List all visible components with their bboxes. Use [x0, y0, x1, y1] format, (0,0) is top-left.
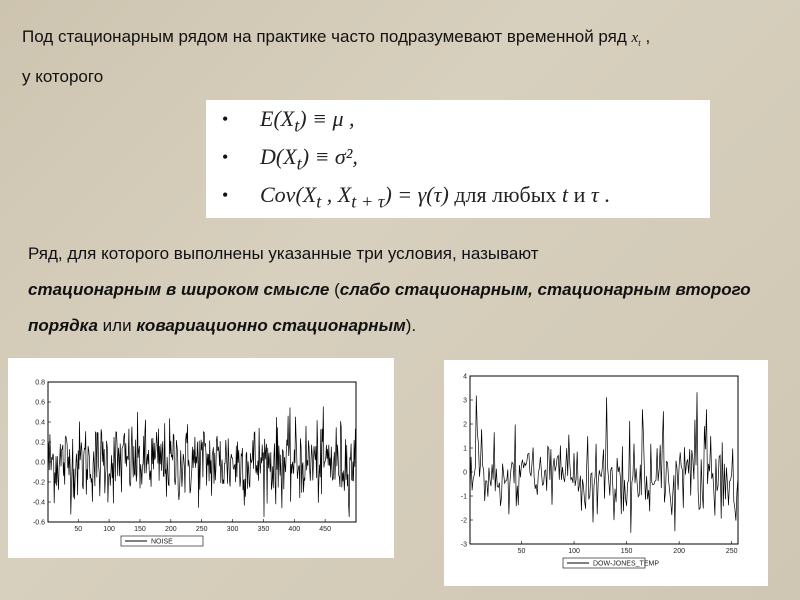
- y-tick-label: 0.4: [35, 419, 45, 427]
- x-tick-label: 400: [288, 526, 301, 533]
- x-tick-label: 250: [195, 526, 208, 533]
- y-tick-label: 3: [463, 397, 467, 405]
- intro-paragraph: Под стационарным рядом на практике часто подразумевают временной ряд $x_t$ , у которого: [22, 27, 651, 86]
- dow-jones-chart-svg: [444, 360, 768, 586]
- x-tick-label: 350: [257, 526, 270, 533]
- legend-label: NOISE: [151, 538, 173, 546]
- series-line: [470, 392, 738, 533]
- y-tick-label: -0.2: [32, 479, 45, 487]
- x-tick-label: 150: [134, 526, 146, 533]
- y-tick-label: 0.8: [35, 379, 45, 387]
- dow-jones-chart: [444, 360, 768, 586]
- noise-chart-svg: [8, 358, 394, 558]
- conditions-formula-box: • $E(X_t) \equiv \mu$ , • $D(X_t) \equiv \sigma^2$, • $Cov(X_t$ , $X_{t + \tau}) = \gamma(\tau)$ для любых t и τ .: [206, 100, 710, 218]
- plot-frame: [48, 382, 356, 522]
- x-tick-label: 100: [568, 548, 580, 555]
- x-tick-label: 50: [74, 526, 83, 533]
- intro-text: Под стационарным рядом на практике часто подразумевают временной ряд: [22, 27, 632, 46]
- x-tick-label: 250: [725, 548, 738, 555]
- y-tick-label: -1: [460, 493, 467, 501]
- series-line: [48, 407, 356, 518]
- x-tick-label: 300: [226, 526, 239, 533]
- x-tick-label: 100: [103, 526, 115, 533]
- x-tick-label: 50: [517, 548, 526, 555]
- y-tick-label: 2: [463, 421, 467, 429]
- definition-paragraph: Ряд, для которого выполнены указанные три условия, называют стационарным в широком смысле (слабо стационарным, стационарным второго порядка или ковариационно стационарным).: [28, 244, 751, 335]
- x-tick-label: 150: [620, 548, 633, 555]
- term-covariance: ковариационно стационарным: [136, 316, 406, 335]
- y-tick-label: 0.2: [35, 439, 45, 447]
- y-tick-label: 0.0: [35, 459, 45, 467]
- y-tick-label: 4: [463, 373, 467, 381]
- x-tick-label: 450: [319, 526, 331, 533]
- y-tick-label: 0: [463, 469, 467, 477]
- noise-chart: [8, 358, 394, 558]
- x-t-variable: $x_t$: [631, 30, 641, 48]
- legend-label: DOW-JONES_TEMP: [593, 560, 659, 568]
- y-tick-label: 0.6: [35, 399, 45, 407]
- y-tick-label: -2: [460, 517, 467, 525]
- x-tick-label: 200: [673, 548, 685, 555]
- y-tick-label: -0.6: [32, 519, 45, 527]
- y-tick-label: 1: [463, 445, 467, 453]
- y-tick-label: -0.4: [32, 499, 45, 507]
- intro-line2: у которого: [22, 67, 104, 86]
- term-weak: слабо стационарным, стационарным второго порядка: [28, 280, 751, 335]
- y-tick-label: -3: [460, 541, 467, 549]
- x-tick-label: 200: [164, 526, 177, 533]
- term-wide-sense: стационарным в широком смысле: [28, 280, 330, 299]
